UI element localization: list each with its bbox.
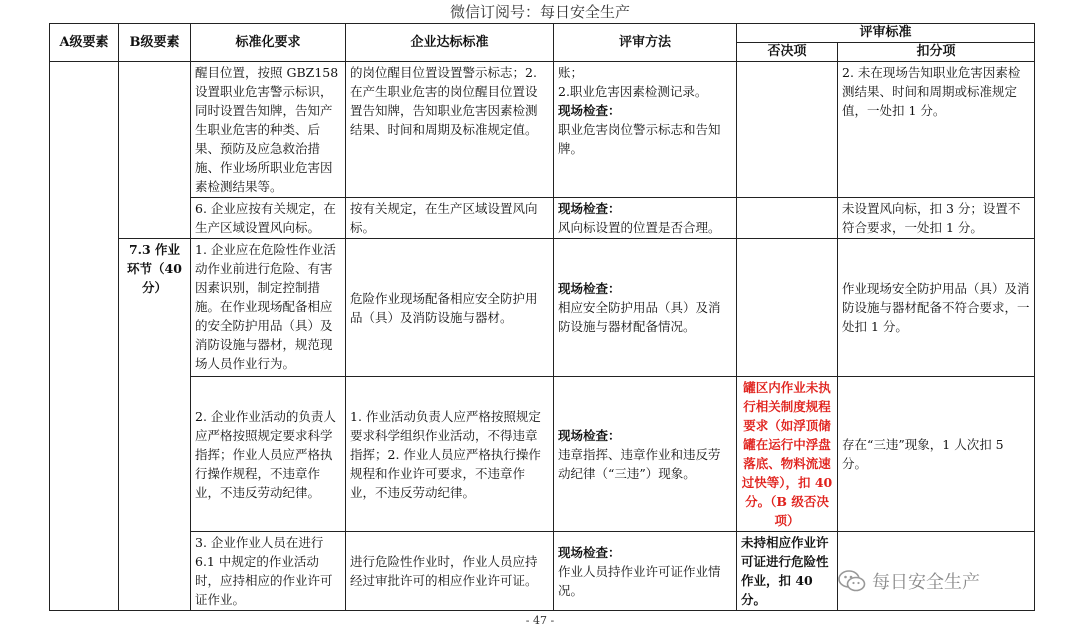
- method-label: 现场检查：: [558, 103, 621, 118]
- enterprise-cell: 进行危险性作业时，作业人员应持经过审批许可的相应作业许可证。: [346, 532, 554, 611]
- col-criteria: 评审标准: [737, 24, 1035, 43]
- deduction-cell: 存在“三违”现象，1 人次扣 5 分。: [838, 377, 1035, 532]
- method-text: 作业人员持作业许可证作业情况。: [558, 563, 721, 598]
- enterprise-cell: 1. 作业活动负责人应严格按照规定要求科学组织作业活动，不得违章指挥；2. 作业人员应严格执行操作规程和作业许可要求，不违章作业，不违反劳动纪律。: [346, 377, 554, 532]
- method-label: 现场检查：: [558, 427, 621, 443]
- header-row-1: [50, 24, 1035, 43]
- table-row: [50, 62, 1035, 198]
- veto-cell: 罐区内作业未执行相关制度规程要求（如浮顶储罐在运行中浮盘落底、物料流速过快等），扣 40 分。（B 级否决项）: [737, 377, 838, 532]
- method-line: 2.职业危害因素检测记录。: [558, 84, 708, 99]
- veto-cell: [737, 62, 838, 198]
- col-a-level: A级要素: [50, 24, 119, 62]
- a-level-cell: [50, 62, 119, 611]
- col-method: 评审方法: [554, 24, 737, 62]
- standard-cell: 3. 企业作业人员在进行 6.1 中规定的作业活动时，应持相应的作业许可证作业。: [191, 532, 346, 611]
- watermark-text: 每日安全生产: [872, 572, 980, 593]
- method-cell: [554, 62, 737, 198]
- method-text: 相应安全防护用品（具）及消防设施与器材配备情况。: [558, 300, 721, 334]
- watermark: [838, 566, 980, 596]
- method-line: 职业危害岗位警示标志和告知牌。: [558, 122, 721, 156]
- b-level-cell: [119, 62, 191, 239]
- method-cell: [554, 198, 737, 239]
- col-deduction: 扣分项: [838, 43, 1035, 62]
- standard-cell: 2. 企业作业活动的负责人应严格按照规定要求科学指挥；作业人员应严格执行操作规程，不违章作业，不违反劳动纪律。: [191, 377, 346, 532]
- method-cell: [554, 532, 737, 611]
- veto-cell: [737, 198, 838, 239]
- enterprise-cell: 危险作业现场配备相应安全防护用品（具）及消防设施与器材。: [346, 239, 554, 377]
- standards-table: [49, 23, 1035, 611]
- method-line: 账；: [558, 65, 584, 80]
- page-number: - 47 -: [525, 614, 555, 627]
- veto-cell: [737, 239, 838, 377]
- deduction-cell: 2. 未在现场告知职业危害因素检测结果、时间和周期或标准规定值，一处扣 1 分。: [838, 62, 1035, 198]
- col-veto: 否决项: [737, 43, 838, 62]
- deduction-cell: 未设置风向标，扣 3 分；设置不符合要求，一处扣 1 分。: [838, 198, 1035, 239]
- table-row: [50, 198, 1035, 239]
- enterprise-cell: 的岗位醒目位置设置警示标志；2.在产生职业危害的岗位醒目位置设置告知牌，告知职业危害因素检测结果、时间和周期及标准规定值。: [346, 62, 554, 198]
- method-label: 现场检查：: [558, 544, 621, 560]
- veto-cell: 未持相应作业许可证进行危险性作业，扣 40 分。: [737, 532, 838, 611]
- col-b-level: B级要素: [119, 24, 191, 62]
- standard-cell: 1. 企业应在危险性作业活动作业前进行危险、有害因素识别，制定控制措施。在作业现场配备相应的安全防护用品（具）及消防设施与器材，规范现场人员作业行为。: [191, 239, 346, 377]
- table-row: [50, 239, 1035, 377]
- method-cell: [554, 239, 737, 377]
- standard-cell: 6. 企业应按有关规定，在生产区域设置风向标。: [191, 198, 346, 239]
- method-text: 违章指挥、违章作业和违反劳动纪律（“三违”）现象。: [558, 446, 721, 481]
- method-label: 现场检查：: [558, 281, 621, 296]
- table-row: [50, 377, 1035, 532]
- wechat-icon: [838, 569, 866, 593]
- col-enterprise: 企业达标标准: [346, 24, 554, 62]
- method-cell: [554, 377, 737, 532]
- col-standard: 标准化要求: [191, 24, 346, 62]
- enterprise-cell: 按有关规定，在生产区域设置风向标。: [346, 198, 554, 239]
- header-text: 微信订阅号：每日安全生产: [449, 3, 630, 21]
- deduction-cell: 作业现场安全防护用品（具）及消防设施与器材配备不符合要求，一处扣 1 分。: [838, 239, 1035, 377]
- b-level-label: 7.3 作业环节（40分）: [119, 239, 191, 611]
- standard-cell: 醒目位置，按照 GBZ158设置职业危害警示标识，同时设置告知牌，告知产生职业危害的种类、后果、预防及应急救治措施、作业场所职业危害因素检测结果等。: [191, 62, 346, 198]
- method-text: 风向标设置的位置是否合理。: [558, 220, 721, 235]
- method-label: 现场检查：: [558, 201, 621, 216]
